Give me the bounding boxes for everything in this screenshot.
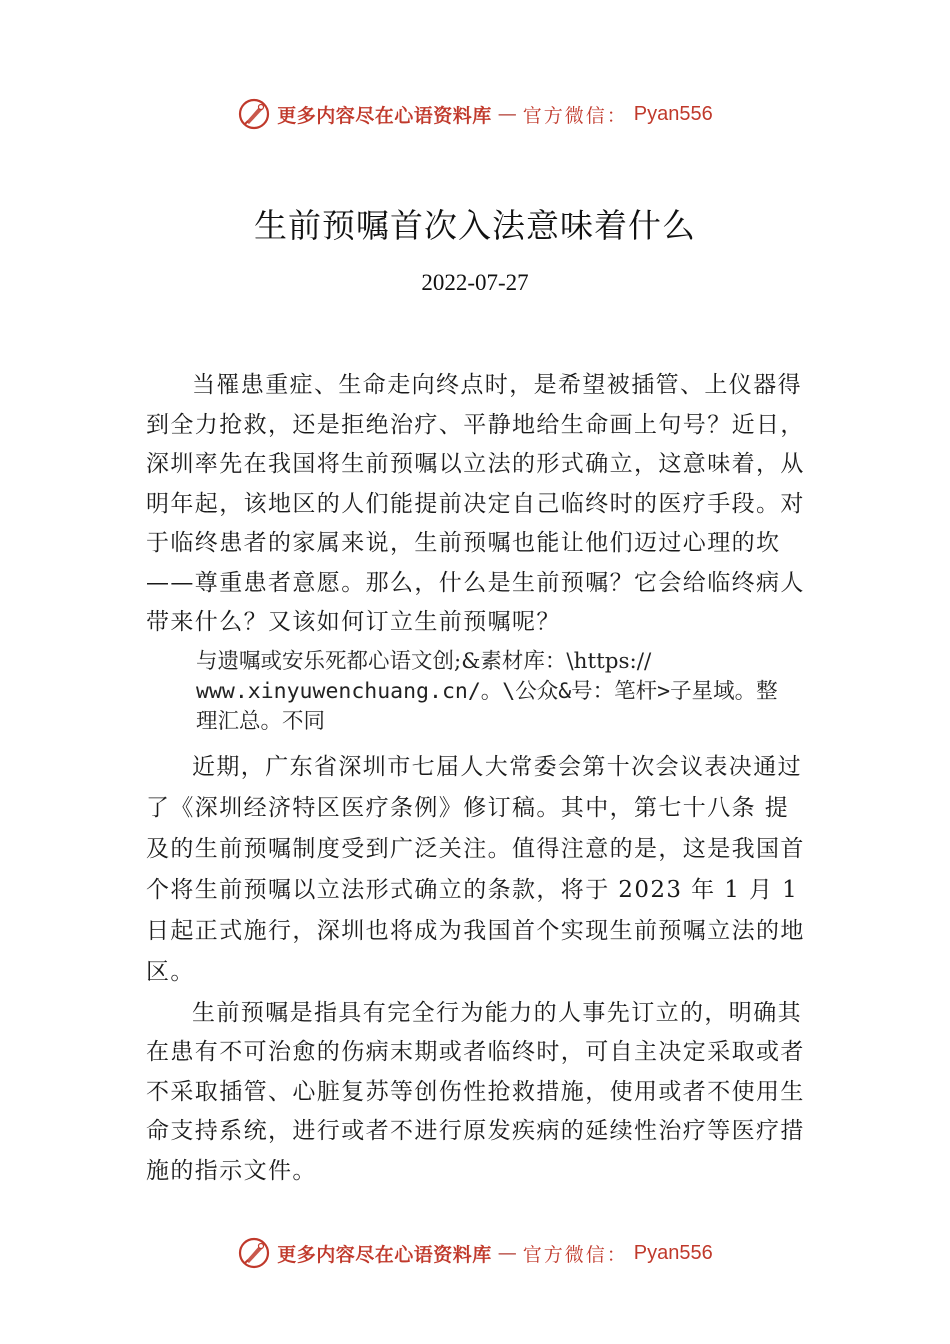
paragraph-2: 近期，广东省深圳市七届人大常委会第十次会议表决通过了《深圳经济特区医疗条例》修订稿。其中，第七十八条 提及的生前预嘱制度受到广泛关注。值得注意的是，这是我国首个将生前预嘱以立法形式确立的条款，将于 2023 年 1 月 1 日起正式施行，深圳也将成为我国首个实现生前预嘱立法的地区。 bbox=[146, 753, 805, 985]
footer-wechat-id: Pyan556 bbox=[633, 1241, 713, 1264]
quote-line-3: 理汇总。不同 bbox=[196, 708, 326, 734]
paragraph-3: 生前预嘱是指具有完全行为能力的人事先订立的，明确其在患有不可治愈的伤病末期或者临终时，可自主决定采取或者不采取插管、心脏复苏等创伤性抢救措施，使用或者不使用生命支持系统，进行或者不进行原发疾病的延续性治疗等医疗措施的指示文件。 bbox=[146, 999, 805, 1184]
footer-banner bbox=[0, 1233, 950, 1273]
quote-line-1: 与遗嘱或安乐死都心语文创;&素材库：\https:// bbox=[196, 648, 652, 674]
footer-banner-text: 更多内容尽在心语资料库 bbox=[277, 1243, 492, 1266]
footer-banner-dash: — bbox=[497, 1242, 517, 1264]
article-body bbox=[146, 366, 811, 1192]
quill-logo-icon bbox=[237, 1236, 271, 1270]
header-banner bbox=[0, 94, 950, 134]
publish-date: 2022-07-27 bbox=[421, 270, 529, 295]
header-banner-dash: — bbox=[497, 103, 517, 125]
quote-line-2: www.xinyuwenchuang.cn/。\公众&号：笔杆>子星域。整 bbox=[196, 678, 778, 704]
quill-logo-icon bbox=[237, 97, 271, 131]
header-banner-text: 更多内容尽在心语资料库 bbox=[277, 104, 492, 127]
footer-wechat-label: 官方微信： bbox=[522, 1243, 628, 1266]
header-wechat-id: Pyan556 bbox=[633, 102, 713, 125]
header-wechat-label: 官方微信： bbox=[522, 104, 628, 127]
page-title: 生前预嘱首次入法意味着什么 bbox=[254, 206, 696, 245]
paragraph-1: 当罹患重症、生命走向终点时，是希望被插管、上仪器得到全力抢救，还是拒绝治疗、平静地给生命画上句号？近日，深圳率先在我国将生前预嘱以立法的形式确立，这意味着，从明年起，该地区的人们能提前决定自己临终时的医疗手段。对于临终患者的家属来说，生前预嘱也能让他们迈过心理的坎——尊重患者意愿。那么，什么是生前预嘱？它会给临终病人带来什么？又该如何订立生前预嘱呢？ bbox=[146, 372, 805, 635]
inserted-quote bbox=[196, 647, 826, 737]
